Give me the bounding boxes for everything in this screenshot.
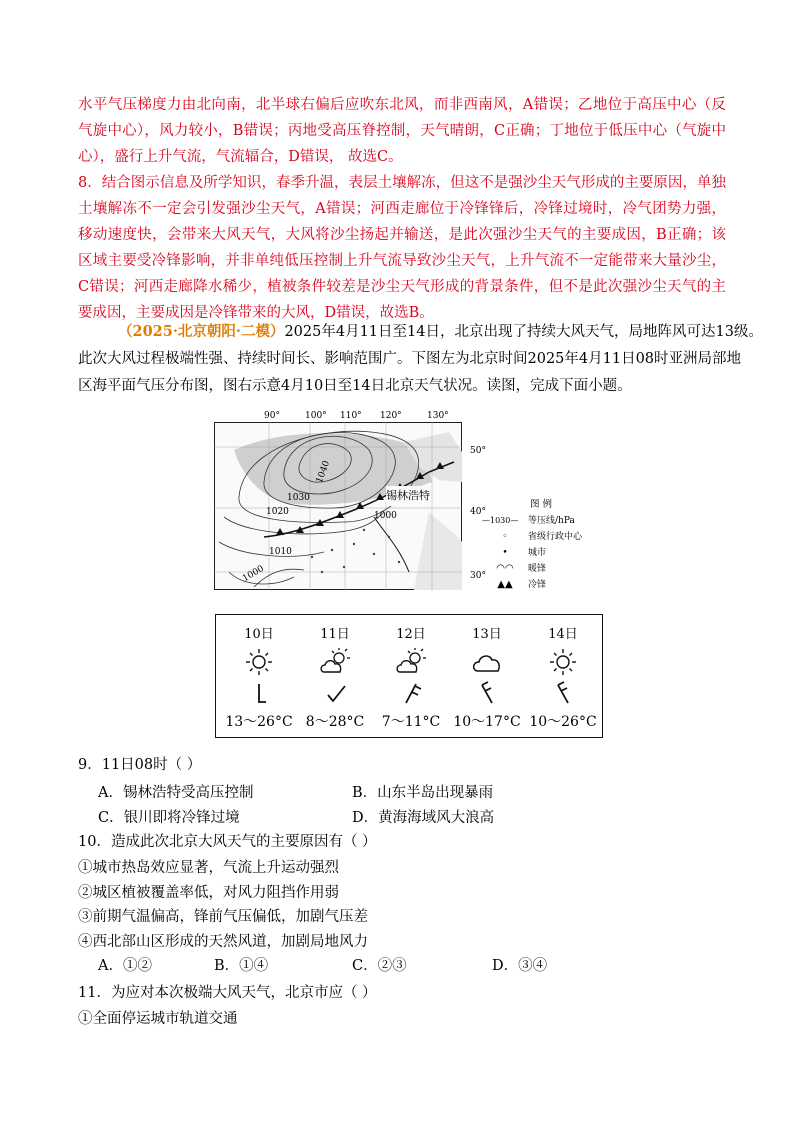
forecast-temp: 13～26°C (225, 714, 293, 730)
wind-barb-icon (242, 681, 276, 707)
q10-statement-3: ③前期气温偏高，锋前气压偏低，加剧气压差 (78, 909, 368, 925)
q10-option-c[interactable]: C．②③ (352, 958, 407, 974)
isobar-label: 1030 (287, 493, 310, 503)
place-label-xilinhot: 锡林浩特 (386, 486, 430, 506)
lon-label: 110° (340, 411, 362, 421)
forecast-date: 10日 (244, 627, 274, 642)
question-10-stem: 10．造成此次北京大风天气的主要原因有（ ） (78, 834, 377, 850)
forecast-date: 13日 (472, 627, 502, 642)
forecast-temp: 8～28°C (305, 714, 365, 730)
lon-label: 90° (264, 411, 280, 421)
partly-cloudy-icon (394, 647, 428, 677)
forecast-temp: 7～11°C (381, 714, 441, 730)
cold-front-icon: ▲▲ (497, 579, 513, 590)
intro-line-2: 此次大风过程极端性强、持续时间长、影响范围广。下图左为北京时间2025年4月11日08时亚洲局部地 (78, 351, 742, 367)
partly-cloudy-icon (318, 647, 352, 677)
intro-line-3: 区海平面气压分布图，图右示意4月10日至14日北京天气状况。读图，完成下面小题。 (78, 378, 632, 394)
lat-label: 50° (470, 446, 486, 456)
city-icon: • (502, 548, 508, 558)
lat-label: 40° (470, 507, 486, 517)
isobar-label: 1020 (266, 507, 289, 517)
question-11-stem: 11．为应对本次极端大风天气，北京市应（ ） (78, 985, 377, 1001)
isobar-label: 1040 (314, 459, 333, 485)
map-legend (482, 497, 602, 593)
q9-option-c[interactable]: C．银川即将冷锋过境 (98, 810, 240, 826)
forecast-date: 14日 (548, 627, 578, 642)
q10-option-b[interactable]: B．①④ (214, 958, 269, 974)
q10-option-a[interactable]: A．①② (98, 958, 152, 974)
question-9-stem: 9．11日08时（ ） (78, 757, 202, 773)
lon-label: 120° (380, 411, 402, 421)
isobar-label: 1000 (241, 563, 266, 585)
answer-paragraph-7: 水平气压梯度力由北向南，北半球右偏后应吹东北风，而非西南风，A错误；乙地位于高压中心（反气旋中心），风力较小，B错误；丙地受高压脊控制，天气晴朗，C正确；丁地位于低压中心（气旋中心），盛行上升气流，气流辐合，D错误， 故选C。 (78, 97, 726, 165)
q9-option-a[interactable]: A．锡林浩特受高压控制 (98, 785, 254, 801)
q10-statement-4: ④西北部山区形成的天然风道，加剧局地风力 (78, 934, 368, 950)
forecast-date: 11日 (320, 627, 350, 642)
warm-front-icon: ◠◠ (496, 563, 514, 574)
pressure-map (214, 422, 462, 590)
q9-option-b[interactable]: B．山东半岛出现暴雨 (352, 785, 494, 801)
wind-barb-icon (318, 681, 352, 707)
q10-statement-1: ①城市热岛效应显著，气流上升运动强烈 (78, 860, 339, 876)
q10-statement-2: ②城区植被覆盖率低，对风力阻挡作用弱 (78, 885, 339, 901)
legend-item-capital: ◦ 省级行政中心 (482, 529, 602, 545)
lon-label: 100° (305, 411, 327, 421)
q11-statement-1: ①全面停运城市轨道交通 (78, 1011, 238, 1027)
weather-forecast-panel (215, 614, 603, 738)
intro-line-1 (118, 322, 763, 342)
wind-barb-icon (470, 681, 504, 707)
forecast-temp: 10～26°C (529, 714, 597, 730)
wind-barb-icon (394, 681, 428, 707)
intro-text-1: 2025年4月11日至14日，北京出现了持续大风天气，局地阵风可达13级。 (284, 324, 763, 340)
legend-title: 图 例 (530, 499, 553, 510)
cloudy-icon (470, 647, 504, 677)
q9-option-d[interactable]: D．黄海海域风大浪高 (352, 810, 495, 826)
sunny-icon (242, 647, 276, 677)
isobar-label: 1010 (269, 547, 292, 557)
source-tag: （2025·北京朝阳·二模） (118, 323, 285, 340)
forecast-date: 12日 (396, 627, 426, 642)
wind-barb-icon (546, 681, 580, 707)
isobar-label: 1000 (374, 511, 397, 521)
forecast-temp: 10～17°C (453, 714, 521, 730)
legend-item-city: • 城市 (482, 545, 602, 561)
legend-item-isobar: —1030— 等压线/hPa (482, 516, 575, 526)
sunny-icon (546, 647, 580, 677)
capital-icon: ◦ (502, 532, 508, 542)
legend-item-warm-front: ◠◠ 暖锋 (482, 561, 602, 577)
q10-option-d[interactable]: D．③④ (492, 958, 548, 974)
legend-item-cold-front: ▲▲ 冷锋 (482, 577, 602, 593)
lat-label: 30° (470, 571, 486, 581)
answer-paragraph-8: 8．结合图示信息及所学知识，春季升温，表层土壤解冻，但这不是强沙尘天气形成的主要原因，单独土壤解冻不一定会引发强沙尘天气，A错误；河西走廊位于冷锋锋后，冷锋过境时，冷气团势力强，移动速度快，会带来大风天气，大风将沙尘扬起并输送，是此次强沙尘天气的主要成因，B正确；该区域主要受冷锋影响，并非单纯低压控制上升气流导致沙尘天气，上升气流不一定能带来大量沙尘，C错误；河西走廊降水稀少，植被条件较差是沙尘天气形成的背景条件，但不是此次强沙尘天气的主要成因，主要成因是冷锋带来的大风，D错误，故选B。 (78, 175, 726, 321)
lon-label: 130° (427, 411, 449, 421)
